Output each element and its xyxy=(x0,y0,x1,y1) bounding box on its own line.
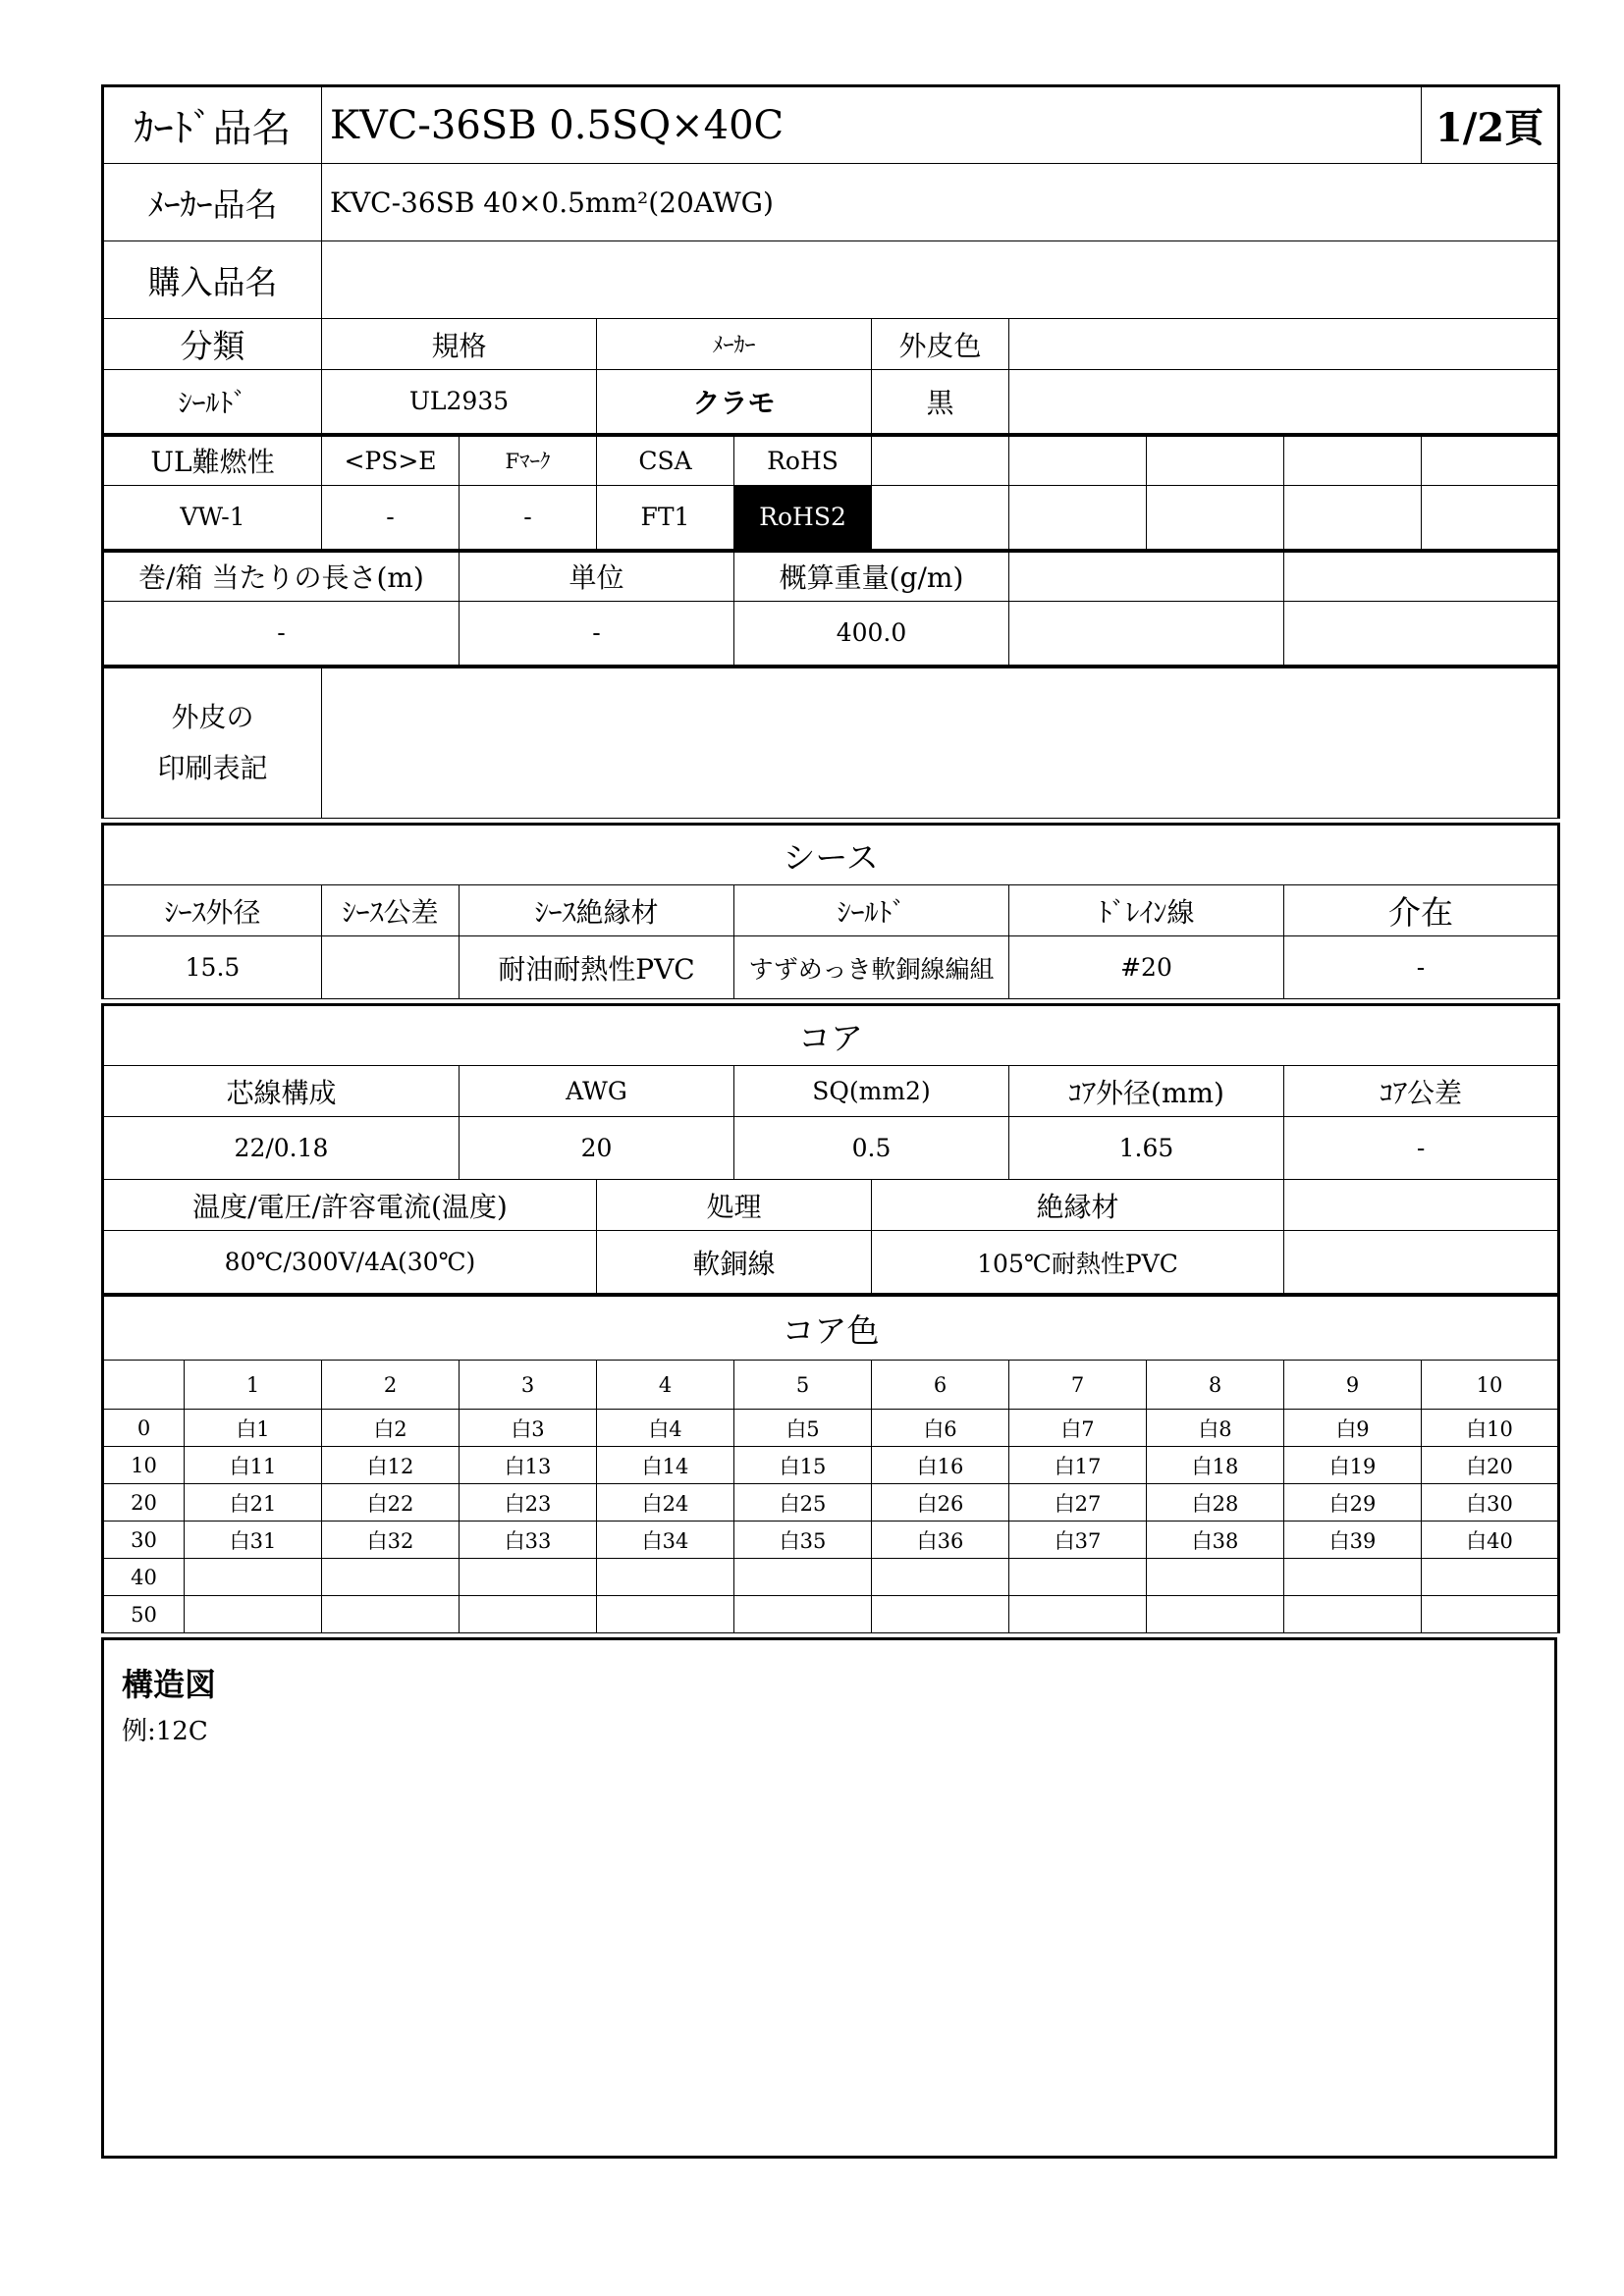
core-color-row xyxy=(103,1522,1559,1559)
core-color-cell: 白15 xyxy=(734,1447,872,1484)
core-color-column-header: 6 xyxy=(872,1361,1009,1410)
rating-header: 温度/電圧/許容電流(温度) xyxy=(103,1180,597,1231)
core-color-cell xyxy=(322,1596,460,1633)
core-color-cell: 白34 xyxy=(597,1522,734,1559)
core-color-cell: 白32 xyxy=(322,1522,460,1559)
core-color-cell xyxy=(872,1559,1009,1596)
length-blank-2 xyxy=(1284,551,1559,602)
maker-header: ﾒｰｶｰ xyxy=(597,319,872,370)
classification-blank xyxy=(1009,319,1559,370)
core-color-cell xyxy=(597,1559,734,1596)
core-color-row-label: 30 xyxy=(103,1522,185,1559)
rating-value: 80℃/300V/4A(30℃) xyxy=(103,1231,597,1294)
rating-blank xyxy=(1284,1180,1559,1231)
core-color-cell: 白22 xyxy=(322,1484,460,1522)
core-color-cell: 白36 xyxy=(872,1522,1009,1559)
core-color-cell xyxy=(1009,1596,1147,1633)
rohs-header: RoHS xyxy=(734,435,872,486)
core-color-cell: 白28 xyxy=(1147,1484,1284,1522)
core-color-cell xyxy=(1284,1596,1422,1633)
core-color-cell: 白14 xyxy=(597,1447,734,1484)
pse-header: <PS>E xyxy=(322,435,460,486)
core-color-row xyxy=(103,1447,1559,1484)
core-color-body xyxy=(103,1361,1559,1633)
core-color-row-label: 50 xyxy=(103,1596,185,1633)
sheath-od-value: 15.5 xyxy=(103,936,322,999)
f-mark-value: - xyxy=(460,486,597,551)
core-color-cell: 白7 xyxy=(1009,1410,1147,1447)
core-color-cell: 白5 xyxy=(734,1410,872,1447)
standard-value: UL2935 xyxy=(322,370,597,435)
rating-value-blank xyxy=(1284,1231,1559,1294)
print-marking-value xyxy=(322,667,1559,819)
core-color-cell xyxy=(1422,1559,1559,1596)
shield-header: ｼｰﾙﾄﾞ xyxy=(734,885,1009,936)
core-color-row xyxy=(103,1559,1559,1596)
print-marking-label-line1: 外皮の xyxy=(171,700,254,733)
core-color-cell: 白4 xyxy=(597,1410,734,1447)
core-color-cell xyxy=(460,1559,597,1596)
core-color-cell xyxy=(1422,1596,1559,1633)
core-color-cell xyxy=(1147,1559,1284,1596)
core-color-cell: 白1 xyxy=(185,1410,322,1447)
standard-header: 規格 xyxy=(322,319,597,370)
standards-blank-2 xyxy=(1009,435,1147,486)
sheath-insulation-value: 耐油耐熱性PVC xyxy=(460,936,734,999)
drain-wire-value: #20 xyxy=(1009,936,1284,999)
core-color-cell xyxy=(460,1596,597,1633)
purchase-name-value xyxy=(322,241,1559,319)
core-color-column-header: 1 xyxy=(185,1361,322,1410)
sheath-insulation-header: ｼｰｽ絶縁材 xyxy=(460,885,734,936)
card-name-value: KVC-36SB 0.5SQ×40C xyxy=(322,86,1422,164)
core-table xyxy=(101,1003,1560,1294)
core-color-corner xyxy=(103,1361,185,1410)
core-color-column-header: 7 xyxy=(1009,1361,1147,1410)
sq-header: SQ(mm2) xyxy=(734,1066,1009,1117)
spec-sheet xyxy=(101,84,1557,2159)
core-color-cell xyxy=(185,1559,322,1596)
weight-value: 400.0 xyxy=(734,602,1009,667)
core-color-cell: 白29 xyxy=(1284,1484,1422,1522)
length-per-reel-header: 巻/箱 当たりの長さ(m) xyxy=(103,551,460,602)
insulation-header: 絶縁材 xyxy=(872,1180,1284,1231)
print-marking-label-line2: 印刷表記 xyxy=(157,751,268,784)
unit-header: 単位 xyxy=(460,551,734,602)
filler-header: 介在 xyxy=(1284,885,1559,936)
page-indicator: 1/2頁 xyxy=(1422,86,1559,164)
sheath-color-header: 外皮色 xyxy=(872,319,1009,370)
filler-value: - xyxy=(1284,936,1559,999)
core-od-value: 1.65 xyxy=(1009,1117,1284,1180)
core-color-cell: 白3 xyxy=(460,1410,597,1447)
core-color-row xyxy=(103,1410,1559,1447)
print-marking-label xyxy=(103,667,322,819)
core-color-cell: 白12 xyxy=(322,1447,460,1484)
insulation-value: 105℃耐熱性PVC xyxy=(872,1231,1284,1294)
core-color-column-header: 3 xyxy=(460,1361,597,1410)
conductor-construction-header: 芯線構成 xyxy=(103,1066,460,1117)
core-color-cell xyxy=(734,1559,872,1596)
structure-diagram-title: 構造図 xyxy=(122,1666,217,1703)
standards-value-blank-4 xyxy=(1284,486,1422,551)
product-info-table xyxy=(101,84,1560,819)
drain-wire-header: ﾄﾞﾚｲﾝ線 xyxy=(1009,885,1284,936)
core-color-cell xyxy=(185,1596,322,1633)
core-color-row-label: 20 xyxy=(103,1484,185,1522)
csa-value: FT1 xyxy=(597,486,734,551)
core-color-cell xyxy=(597,1596,734,1633)
rohs-value: RoHS2 xyxy=(734,486,872,551)
core-color-cell: 白10 xyxy=(1422,1410,1559,1447)
weight-header: 概算重量(g/m) xyxy=(734,551,1009,602)
core-tolerance-value: - xyxy=(1284,1117,1559,1180)
core-color-cell: 白40 xyxy=(1422,1522,1559,1559)
core-color-cell: 白39 xyxy=(1284,1522,1422,1559)
core-color-cell: 白8 xyxy=(1147,1410,1284,1447)
purchase-name-label: 購入品名 xyxy=(103,241,322,319)
core-color-cell: 白24 xyxy=(597,1484,734,1522)
standards-value-blank-5 xyxy=(1422,486,1559,551)
standards-blank-4 xyxy=(1284,435,1422,486)
core-color-cell: 白2 xyxy=(322,1410,460,1447)
length-value-blank-1 xyxy=(1009,602,1284,667)
core-color-row xyxy=(103,1596,1559,1633)
classification-value-blank xyxy=(1009,370,1559,435)
core-color-cell: 白6 xyxy=(872,1410,1009,1447)
core-color-cell: 白11 xyxy=(185,1447,322,1484)
sheath-color-value: 黒 xyxy=(872,370,1009,435)
core-color-column-header: 2 xyxy=(322,1361,460,1410)
shield-value: すずめっき軟銅線編組 xyxy=(734,936,1009,999)
core-color-cell: 白35 xyxy=(734,1522,872,1559)
maker-name-label: ﾒｰｶｰ品名 xyxy=(103,164,322,241)
core-color-cell xyxy=(734,1596,872,1633)
core-color-cell: 白17 xyxy=(1009,1447,1147,1484)
core-color-column-header: 4 xyxy=(597,1361,734,1410)
standards-value-blank-1 xyxy=(872,486,1009,551)
core-color-cell xyxy=(872,1596,1009,1633)
core-color-cell xyxy=(1284,1559,1422,1596)
core-color-cell xyxy=(1147,1596,1284,1633)
flame-retardancy-header: UL難燃性 xyxy=(103,435,322,486)
core-color-cell: 白19 xyxy=(1284,1447,1422,1484)
sheath-title: シース xyxy=(103,825,1559,885)
core-color-cell: 白26 xyxy=(872,1484,1009,1522)
awg-value: 20 xyxy=(460,1117,734,1180)
core-color-row xyxy=(103,1484,1559,1522)
treatment-header: 処理 xyxy=(597,1180,872,1231)
standards-blank-1 xyxy=(872,435,1009,486)
core-color-column-header: 9 xyxy=(1284,1361,1422,1410)
standards-blank-3 xyxy=(1147,435,1284,486)
structure-diagram-table xyxy=(101,1637,1557,2159)
treatment-value: 軟銅線 xyxy=(597,1231,872,1294)
core-color-cell xyxy=(322,1559,460,1596)
core-color-cell xyxy=(1009,1559,1147,1596)
core-color-row-label: 10 xyxy=(103,1447,185,1484)
core-color-cell: 白16 xyxy=(872,1447,1009,1484)
length-value-blank-2 xyxy=(1284,602,1559,667)
core-color-cell: 白23 xyxy=(460,1484,597,1522)
f-mark-header: Fﾏｰｸ xyxy=(460,435,597,486)
classification-value: ｼｰﾙﾄﾞ xyxy=(103,370,322,435)
sheath-table xyxy=(101,823,1560,999)
core-color-title: コア色 xyxy=(103,1296,1559,1361)
maker-value: クラモ xyxy=(597,370,872,435)
core-color-cell: 白25 xyxy=(734,1484,872,1522)
core-color-cell: 白20 xyxy=(1422,1447,1559,1484)
core-color-column-header: 10 xyxy=(1422,1361,1559,1410)
unit-value: - xyxy=(460,602,734,667)
core-od-header: ｺｱ外径(mm) xyxy=(1009,1066,1284,1117)
core-color-cell: 白31 xyxy=(185,1522,322,1559)
structure-diagram-area xyxy=(103,1639,1556,2158)
core-title: コア xyxy=(103,1005,1559,1066)
conductor-construction-value: 22/0.18 xyxy=(103,1117,460,1180)
core-color-cell: 白33 xyxy=(460,1522,597,1559)
core-color-cell: 白18 xyxy=(1147,1447,1284,1484)
classification-header: 分類 xyxy=(103,319,322,370)
sheath-od-header: ｼｰｽ外径 xyxy=(103,885,322,936)
standards-value-blank-2 xyxy=(1009,486,1147,551)
core-color-cell: 白13 xyxy=(460,1447,597,1484)
core-color-cell: 白30 xyxy=(1422,1484,1559,1522)
core-color-table xyxy=(101,1294,1560,1633)
standards-blank-5 xyxy=(1422,435,1559,486)
core-color-cell: 白21 xyxy=(185,1484,322,1522)
core-color-cell: 白27 xyxy=(1009,1484,1147,1522)
core-color-cell: 白37 xyxy=(1009,1522,1147,1559)
csa-header: CSA xyxy=(597,435,734,486)
length-per-reel-value: - xyxy=(103,602,460,667)
core-color-cell: 白9 xyxy=(1284,1410,1422,1447)
flame-retardancy-value: VW-1 xyxy=(103,486,322,551)
sheath-tolerance-value xyxy=(322,936,460,999)
length-blank-1 xyxy=(1009,551,1284,602)
card-name-label: ｶｰﾄﾞ品名 xyxy=(103,86,322,164)
awg-header: AWG xyxy=(460,1066,734,1117)
core-color-row-label: 40 xyxy=(103,1559,185,1596)
pse-value: - xyxy=(322,486,460,551)
core-color-row-label: 0 xyxy=(103,1410,185,1447)
standards-value-blank-3 xyxy=(1147,486,1284,551)
core-color-column-header: 8 xyxy=(1147,1361,1284,1410)
sheath-tolerance-header: ｼｰｽ公差 xyxy=(322,885,460,936)
core-color-cell: 白38 xyxy=(1147,1522,1284,1559)
core-tolerance-header: ｺｱ公差 xyxy=(1284,1066,1559,1117)
core-color-column-header: 5 xyxy=(734,1361,872,1410)
sq-value: 0.5 xyxy=(734,1117,1009,1180)
maker-name-value: KVC-36SB 40×0.5mm²(20AWG) xyxy=(322,164,1559,241)
structure-diagram-note: 例:12C xyxy=(122,1717,208,1746)
